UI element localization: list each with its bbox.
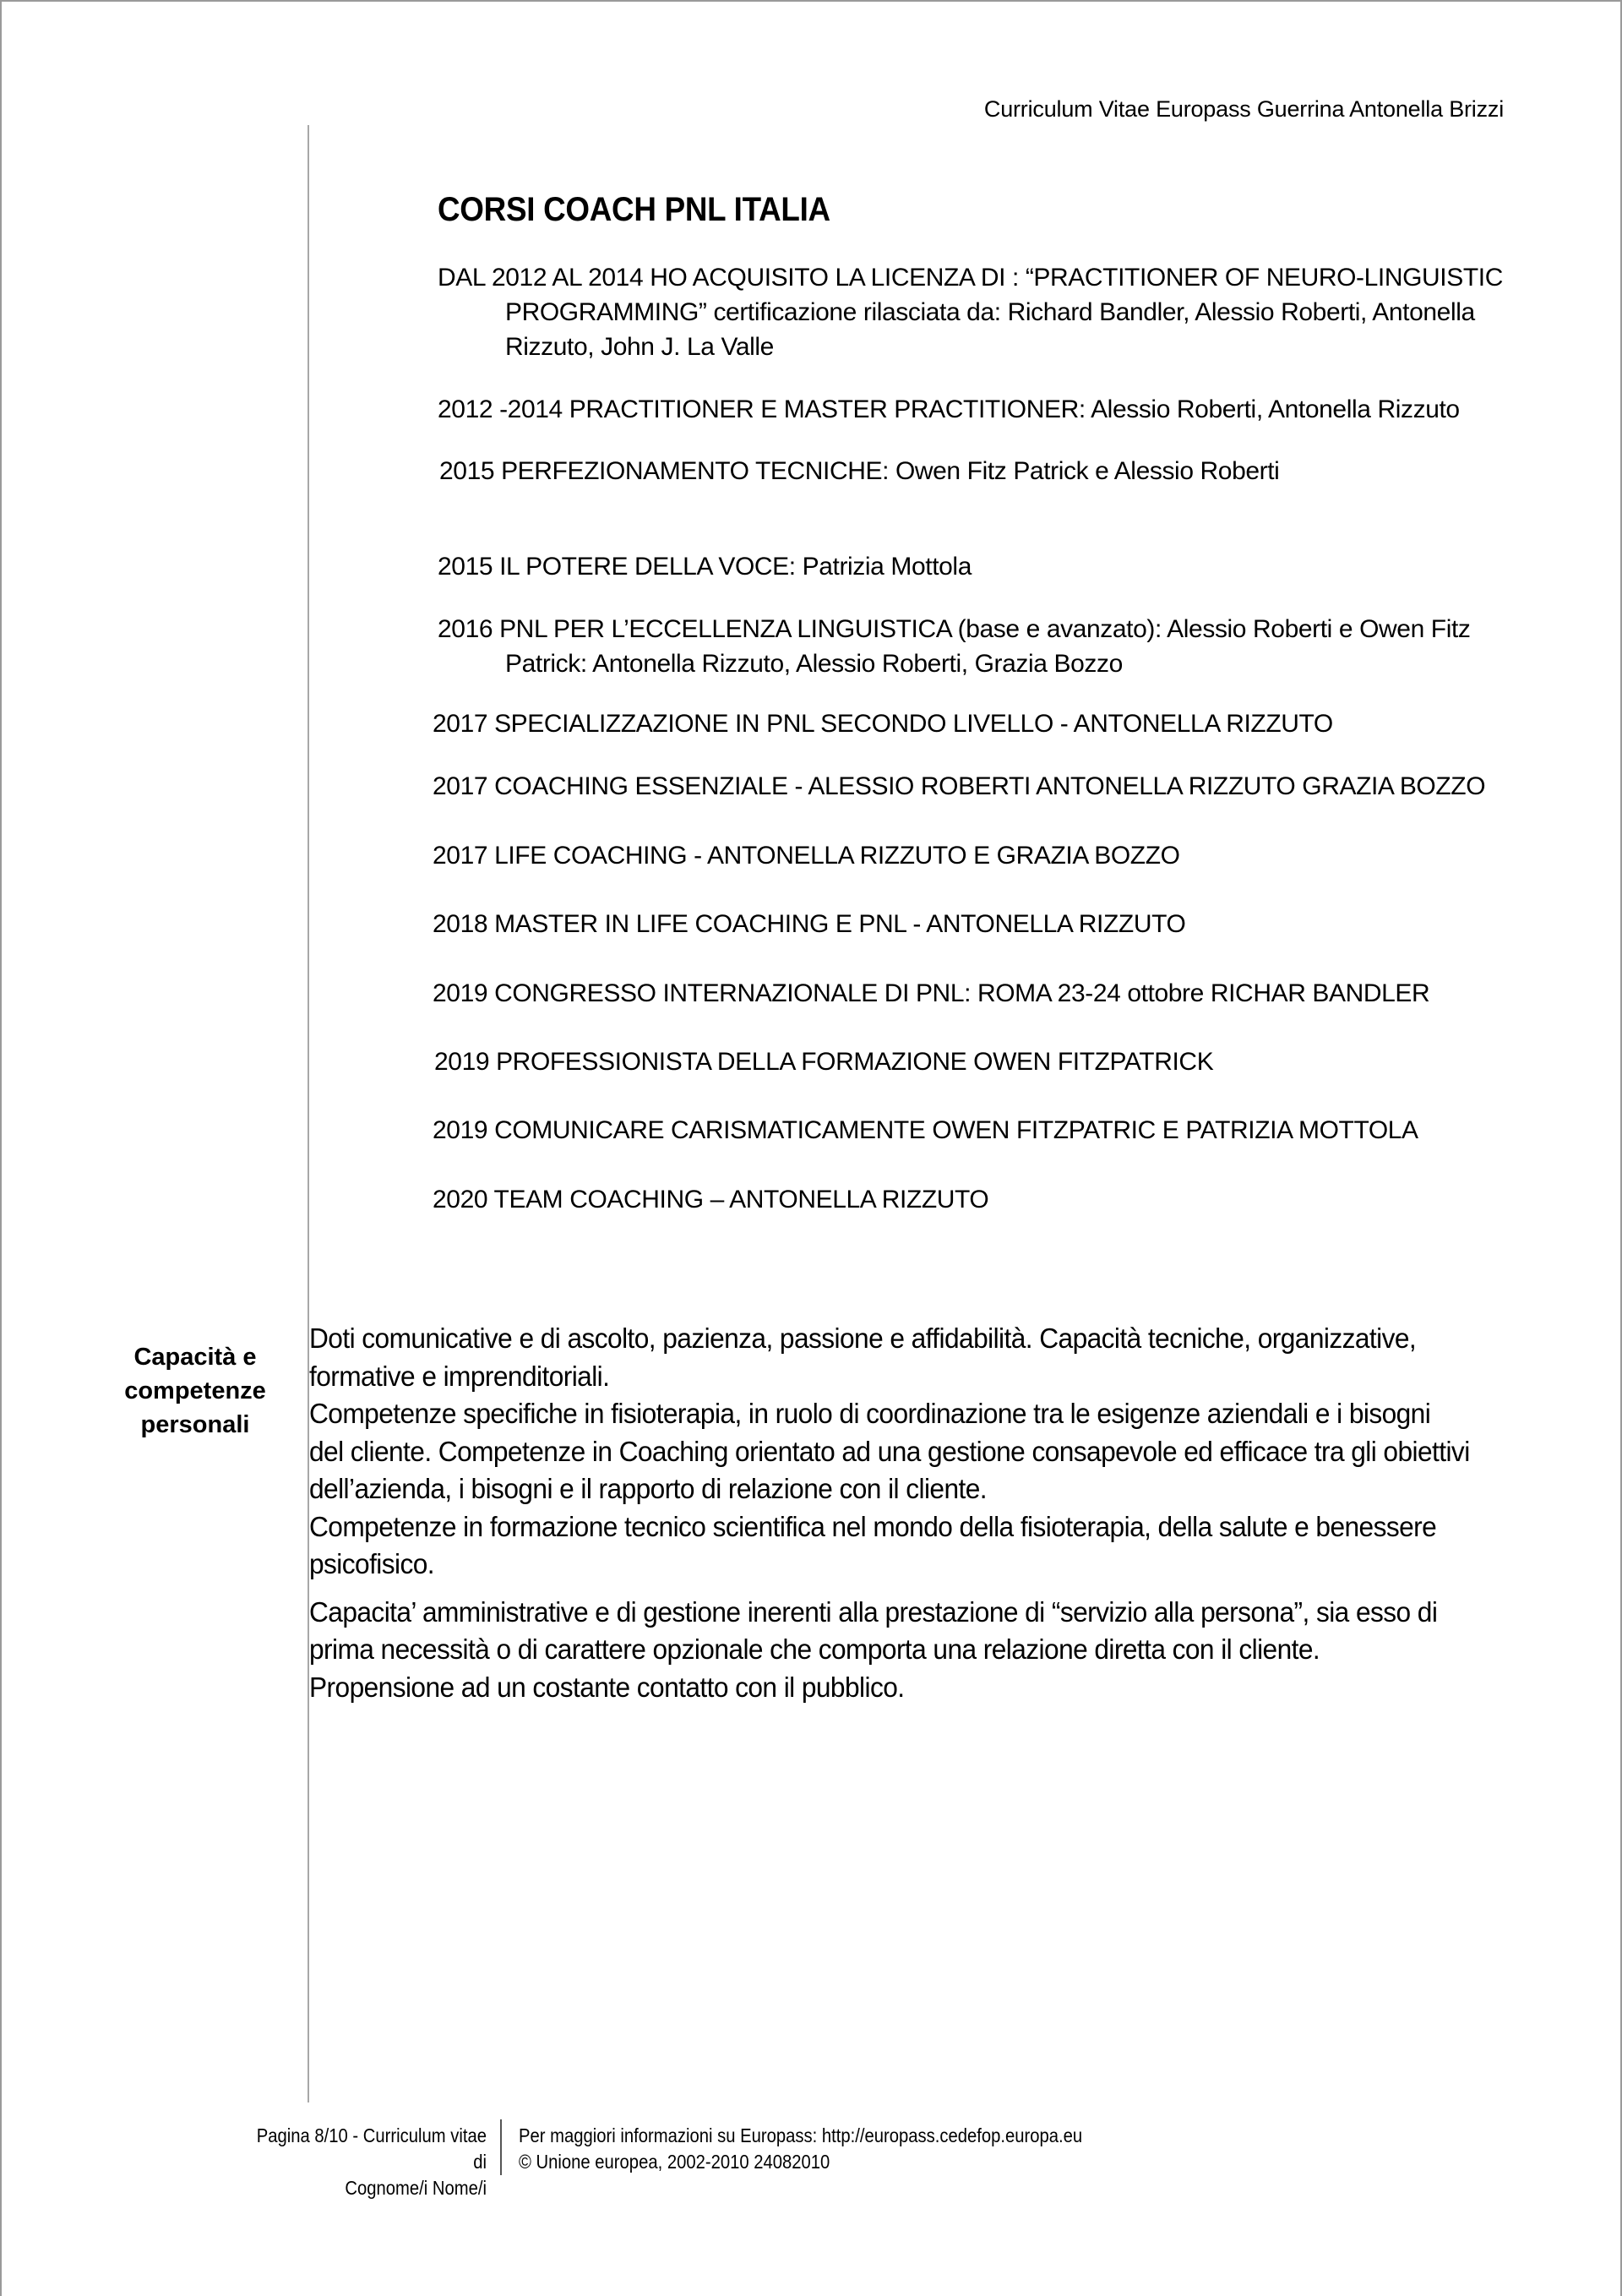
label-line: Capacità e [133, 1344, 257, 1371]
label-line: personali [140, 1411, 250, 1438]
paragraph-line: del cliente. Competenze in Coaching orientato ad una gestione consapevole ed efficace tra gli obiettivi [309, 1435, 1470, 1467]
footer-copyright: © Unione europea, 2002-2010 24082010 [519, 2151, 830, 2173]
personal-skills-label [115, 1340, 275, 1442]
course-entry-11 [434, 1044, 1213, 1079]
paragraph-line: formative e imprenditoriali. [309, 1360, 610, 1392]
course-line: 2017 LIFE COACHING - ANTONELLA RIZZUTO E GRAZIA BOZZO [433, 842, 1180, 870]
course-line: 2019 PROFESSIONISTA DELLA FORMAZIONE OWEN FITZPATRICK [434, 1048, 1214, 1076]
section-heading: CORSI COACH PNL ITALIA [438, 191, 830, 228]
course-line: 2016 PNL PER L’ECCELLENZA LINGUISTICA (base e avanzato): Alessio Roberti e Owen Fitz [438, 615, 1471, 643]
course-line: 2019 COMUNICARE CARISMATICAMENTE OWEN FITZPATRIC E PATRIZIA MOTTOLA [433, 1116, 1418, 1144]
paragraph-line: Competenze in formazione tecnico scientifica nel mondo della fisioterapia, della salute e benessere [309, 1510, 1437, 1542]
paragraph-line: prima necessità o di carattere opzionale che comporta una relazione diretta con il cliente. [309, 1633, 1320, 1665]
course-line: 2017 SPECIALIZZAZIONE IN PNL SECONDO LIVELLO - ANTONELLA RIZZUTO [433, 710, 1333, 738]
paragraph-line: Doti comunicative e di ascolto, pazienza, passione e affidabilità. Capacità tecniche, organizzative, [309, 1323, 1417, 1354]
paragraph-line: Competenze specifiche in fisioterapia, in ruolo di coordinazione tra le esigenze aziendali e i bisogni [309, 1398, 1431, 1429]
course-line: 2012 -2014 PRACTITIONER E MASTER PRACTITIONER: Alessio Roberti, Antonella Rizzuto [438, 395, 1460, 423]
course-line: 2020 TEAM COACHING – ANTONELLA RIZZUTO [433, 1186, 989, 1213]
course-entry-1 [438, 260, 1503, 364]
course-line: Patrick: Antonella Rizzuto, Alessio Roberti, Grazia Bozzo [505, 650, 1123, 678]
personal-skills-text [309, 1320, 1485, 1706]
course-line: 2017 COACHING ESSENZIALE - ALESSIO ROBERTI ANTONELLA RIZZUTO GRAZIA BOZZO [433, 772, 1486, 800]
paragraph-line: Propensione ad un costante contatto con il pubblico. [309, 1671, 905, 1703]
footer-page-number: Pagina 8/10 - Curriculum vitae di [256, 2124, 487, 2173]
course-line: 2015 IL POTERE DELLA VOCE: Patrizia Mottola [438, 553, 972, 581]
footer-europass-info [519, 2123, 1082, 2175]
footer-page-info [244, 2123, 487, 2201]
footer-europass-link: Per maggiori informazioni su Europass: http://europass.cedefop.europa.eu [519, 2124, 1083, 2146]
course-entry-12 [433, 1113, 1418, 1148]
paragraph-line: dell’azienda, i bisogni e il rapporto di relazione con il cliente. [309, 1473, 988, 1504]
left-column-divider [308, 125, 309, 2102]
course-line: DAL 2012 AL 2014 HO ACQUISITO LA LICENZA DI : “PRACTITIONER OF NEURO-LINGUISTIC [438, 264, 1503, 292]
course-entry-8 [433, 838, 1180, 873]
course-entry-2 [438, 392, 1460, 427]
course-entry-4 [438, 549, 972, 584]
course-line: 2015 PERFEZIONAMENTO TECNICHE: Owen Fitz Patrick e Alessio Roberti [439, 457, 1280, 485]
course-entry-5 [438, 612, 1471, 681]
course-line: Rizzuto, John J. La Valle [505, 333, 774, 361]
footer-name-placeholder: Cognome/i Nome/i [345, 2177, 487, 2199]
label-line: competenze [124, 1377, 266, 1404]
course-line: 2019 CONGRESSO INTERNAZIONALE DI PNL: ROMA 23-24 ottobre RICHAR BANDLER [433, 979, 1430, 1007]
course-entry-10 [433, 976, 1429, 1011]
course-entry-7 [433, 769, 1485, 804]
course-line: PROGRAMMING” certificazione rilasciata da: Richard Bandler, Alessio Roberti, Antonella [505, 298, 1475, 326]
course-entry-3 [439, 454, 1279, 488]
course-entry-6 [433, 706, 1333, 741]
course-entry-13 [433, 1182, 988, 1217]
course-line: 2018 MASTER IN LIFE COACHING E PNL - ANTONELLA RIZZUTO [433, 910, 1186, 938]
paragraph-line: Capacita’ amministrative e di gestione inerenti alla prestazione di “servizio alla persona”, sia esso di [309, 1595, 1438, 1628]
paragraph-line: psicofisico. [309, 1548, 435, 1579]
course-entry-9 [433, 907, 1185, 941]
header-title: Curriculum Vitae Europass Guerrina Antonella Brizzi [983, 96, 1504, 122]
footer-divider [500, 2119, 502, 2175]
